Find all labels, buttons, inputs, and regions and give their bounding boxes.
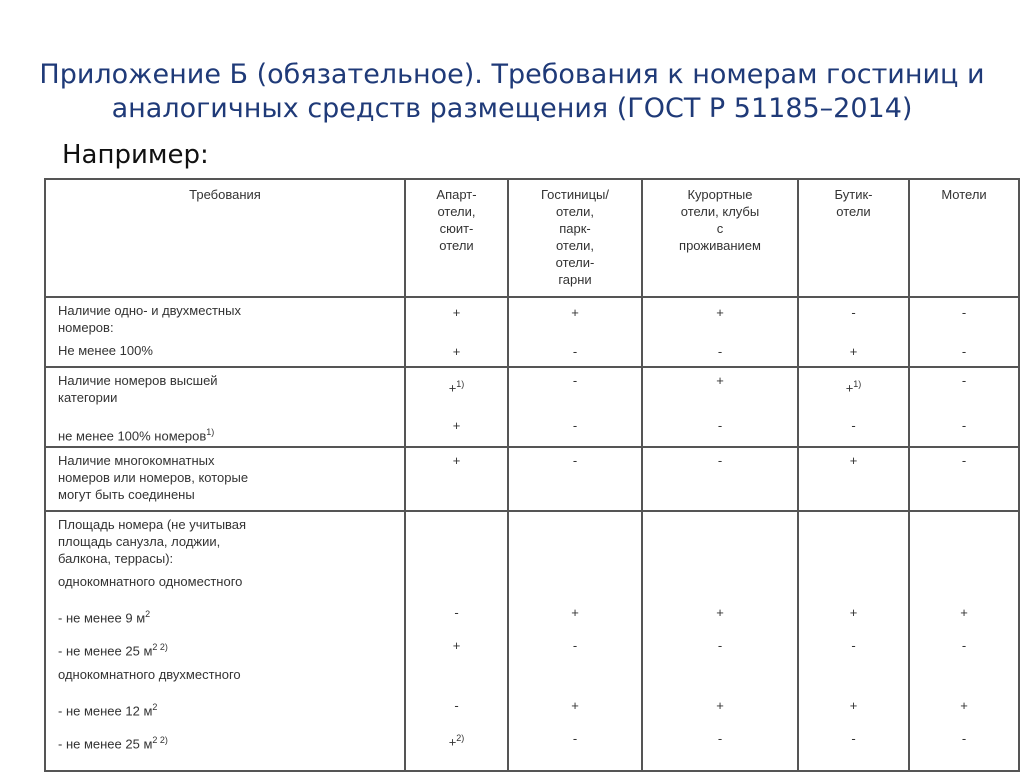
mark-cell: - - bbox=[909, 297, 1019, 367]
mark-cell: + - + - bbox=[642, 511, 798, 771]
requirement-cell: Наличие номеров высшей категории не менее 100% номеров$^{1)}$ bbox=[45, 367, 405, 447]
header-apart-hotels: Апарт- отели, сюит- отели bbox=[405, 179, 508, 297]
table-row bbox=[45, 367, 1019, 447]
mark-cell: - bbox=[909, 447, 1019, 511]
mark-cell: - bbox=[508, 447, 642, 511]
header-boutique-hotels: Бутик- отели bbox=[798, 179, 909, 297]
mark-cell: +$^{1)}$ + bbox=[405, 367, 508, 447]
header-motels: Мотели bbox=[909, 179, 1019, 297]
table-header-row bbox=[45, 179, 1019, 297]
mark-cell: +$^{1)}$ - bbox=[798, 367, 909, 447]
mark-cell: + - + - bbox=[909, 511, 1019, 771]
requirement-cell: Наличие многокомнатных номеров или номеров, которые могут быть соединены bbox=[45, 447, 405, 511]
mark-cell: + bbox=[798, 447, 909, 511]
mark-cell: - bbox=[642, 447, 798, 511]
mark-cell: + - bbox=[642, 367, 798, 447]
mark-cell: - + - +$^{2)}$ bbox=[405, 511, 508, 771]
header-hotels: Гостиницы/ отели, парк- отели, отели- гарни bbox=[508, 179, 642, 297]
mark-cell: + bbox=[405, 447, 508, 511]
slide-title bbox=[0, 58, 1024, 126]
mark-cell: + - bbox=[642, 297, 798, 367]
mark-cell: + - bbox=[508, 297, 642, 367]
mark-cell: - + bbox=[798, 297, 909, 367]
title-line-2: аналогичных средств размещения (ГОСТ Р 51185–2014) bbox=[111, 93, 913, 124]
title-line-1: Приложение Б (обязательное). Требования к номерам гостиниц и bbox=[39, 59, 985, 90]
example-label: Например: bbox=[62, 140, 209, 170]
table-row bbox=[45, 511, 1019, 771]
requirements-table bbox=[44, 178, 1020, 772]
mark-cell: - - bbox=[508, 367, 642, 447]
mark-cell: + + bbox=[405, 297, 508, 367]
mark-cell: - - bbox=[909, 367, 1019, 447]
requirement-cell: Площадь номера (не учитывая площадь санузла, лоджии, балкона, террасы): однокомнатного одноместного - не менее 9 $м^2$ - не менее 25 $м^{2 2)}$ однокомнатного двухместного - не менее 12 $м^2$ - не менее 25 $м^{2 2)}$ bbox=[45, 511, 405, 771]
table-row bbox=[45, 447, 1019, 511]
mark-cell: + - + - bbox=[798, 511, 909, 771]
mark-cell: + - + - bbox=[508, 511, 642, 771]
table-row bbox=[45, 297, 1019, 367]
header-requirements: Требования bbox=[45, 179, 405, 297]
requirement-cell: Наличие одно- и двухместных номеров: Не менее 100% bbox=[45, 297, 405, 367]
header-resort-hotels: Курортные отели, клубы с проживанием bbox=[642, 179, 798, 297]
